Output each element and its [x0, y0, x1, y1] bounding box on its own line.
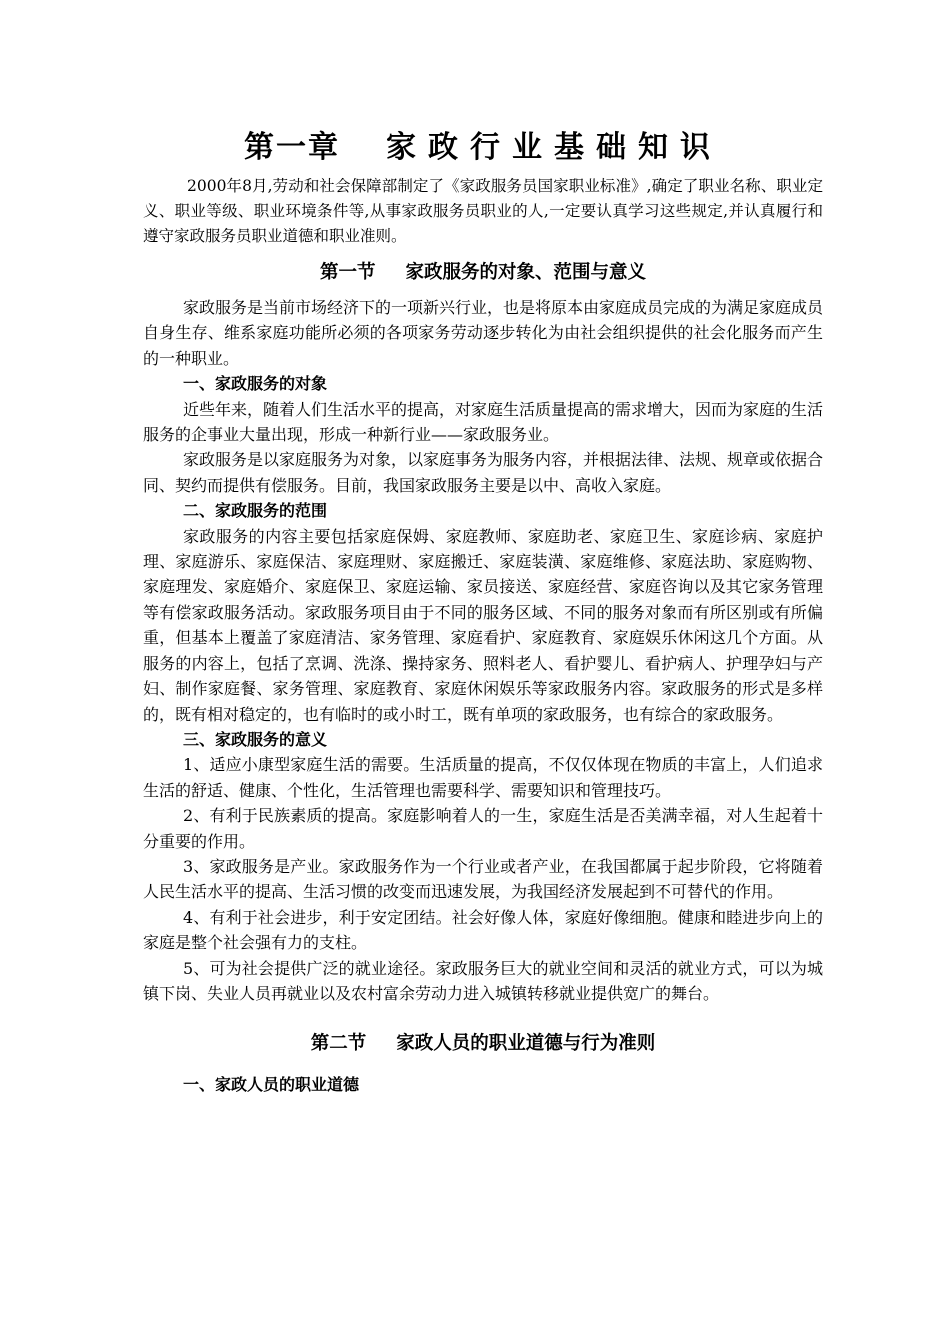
list-item: 1、适应小康型家庭生活的需要。生活质量的提高，不仅仅体现在物质的丰富上，人们追求生活的舒适、健康、个性化，生活管理也需要科学、需要知识和管理技巧。: [143, 755, 823, 800]
section-1-heading: 家政服务的对象、范围与意义: [405, 262, 647, 283]
list-item: 4、有利于社会进步，利于安定团结。社会好像人体，家庭好像细胞。健康和睦进步向上的家庭是整个社会强有力的支柱。: [143, 907, 823, 953]
subheading-service-significance: 三、家政服务的意义: [183, 729, 328, 749]
subheading-service-scope: 二、家政服务的范围: [183, 501, 328, 521]
document-page: [143, 128, 823, 1098]
list-item: 5、可为社会提供广泛的就业途径。家政服务巨大的就业空间和灵活的就业方式，可以为城镇下岗、失业人员再就业以及农村富余劳动力进入城镇转移就业提供宽广的舞台。: [143, 958, 823, 1003]
list-item: 3、家政服务是产业。家政服务作为一个行业或者产业，在我国都属于起步阶段，它将随着人民生活水平的提高、生活习惯的改变而迅速发展，为我国经济发展起到不可替代的作用。: [143, 856, 823, 902]
chapter-title: [143, 128, 823, 168]
list-item: 2、有利于民族素质的提高。家庭影响着人的一生，家庭生活是否美满幸福，对人生起着十分重要的作用。: [143, 806, 823, 851]
chapter-intro: 2000年8月,劳动和社会保障部制定了《家政服务员国家职业标准》,确定了职业名称、职业定义、职业等级、职业环境条件等,从事家政服务员职业的人,一定要认真学习这些规定,并认真履行和遵守家政服务员职业道德和职业准则。: [143, 177, 823, 245]
section-1-label: 第一节: [319, 262, 376, 283]
chapter-name: 家政行业基础知识: [386, 130, 722, 165]
section-2-heading: 家政人员的职业道德与行为准则: [396, 1033, 656, 1055]
section-2-title: [143, 1030, 823, 1058]
section-2-label: 第二节: [310, 1033, 367, 1055]
section-1-lead: 家政服务是当前市场经济下的一项新兴行业，也是将原本由家庭成员完成的为满足家庭成员自身生存、维系家庭功能所必须的各项家务劳动逐步转化为由社会组织提供的社会化服务而产生的一种职业。: [143, 298, 824, 368]
paragraph: 家政服务的内容主要包括家庭保姆、家庭教师、家庭助老、家庭卫生、家庭诊病、家庭护理、家庭游乐、家庭保洁、家庭理财、家庭搬迁、家庭装潢、家庭维修、家庭法助、家庭购物、家庭理发、家庭婚介、家庭保卫、家庭运输、家员接送、家庭经营、家庭咨询以及其它家务管理等有偿家政服务活动。家政服务项目由于不同的服务区域、不同的服务对象而有所区别或有所偏重，但基本上覆盖了家庭清洁、家务管理、家庭看护、家庭教育、家庭娱乐休闲这几个方面。从服务的内容上，包括了烹调、洗涤、操持家务、照料老人、看护婴儿、看护病人、护理孕妇与产妇、制作家庭餐、家务管理、家庭教育、家庭休闲娱乐等家政服务内容。家政服务的形式是多样的，既有相对稳定的，也有临时的或小时工，既有单项的家政服务，也有综合的家政服务。: [143, 526, 823, 724]
chapter-number: 第一章: [244, 130, 340, 165]
subheading-professional-ethics: 一、家政人员的职业道德: [183, 1075, 360, 1095]
paragraph: 家政服务是以家庭服务为对象，以家庭事务为服务内容，并根据法律、法规、规章或依据合同、契约而提供有偿服务。目前，我国家政服务主要是以中、高收入家庭。: [143, 450, 824, 495]
subheading-service-objects: 一、家政服务的对象: [183, 374, 328, 394]
paragraph: 近些年来，随着人们生活水平的提高，对家庭生活质量提高的需求增大，因而为家庭的生活服务的企事业大量出现，形成一种新行业——家政服务业。: [143, 399, 824, 445]
section-1-title: [143, 259, 823, 287]
